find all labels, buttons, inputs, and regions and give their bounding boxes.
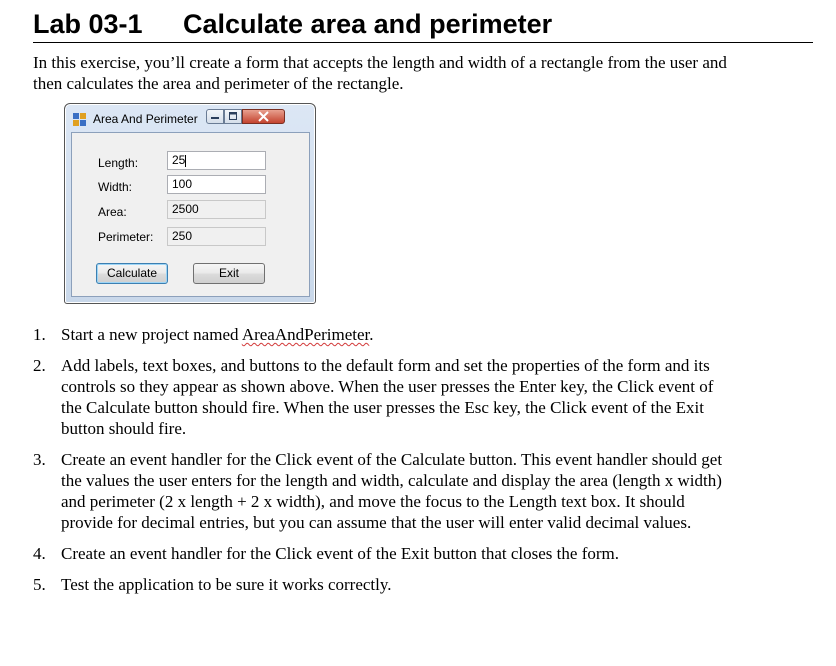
- length-input[interactable]: [167, 151, 266, 170]
- step-number: 5.: [33, 575, 46, 594]
- step-3: [33, 449, 723, 533]
- step-1: [33, 324, 723, 345]
- minimize-button[interactable]: [206, 109, 224, 124]
- step-2: [33, 355, 723, 439]
- form-window: [64, 103, 316, 304]
- step-1-period: .: [369, 325, 374, 344]
- close-button[interactable]: [242, 109, 285, 124]
- length-label: Length:: [98, 156, 139, 170]
- step-number: 3.: [33, 450, 46, 469]
- form-client-area: [71, 132, 310, 297]
- project-name: AreaAndPerimeter: [241, 325, 370, 344]
- step-4: [33, 543, 723, 564]
- step-number: 1.: [33, 325, 46, 344]
- close-icon: [243, 110, 284, 123]
- step-2-text: Add labels, text boxes, and buttons to the default form and set the properties of the form and its controls so they appear as shown above. When the user presses the Enter key, the Click event of the Calculate button should fire. When the user presses the Esc key, the Click event of the Exit button should fire.: [61, 356, 714, 438]
- maximize-button[interactable]: [224, 109, 242, 124]
- text-caret: [185, 155, 186, 167]
- step-5: [33, 574, 723, 595]
- minimize-icon: [207, 110, 223, 123]
- step-list: [33, 324, 723, 605]
- form-app-icon: [73, 113, 86, 126]
- step-number: 2.: [33, 356, 46, 375]
- exit-button[interactable]: Exit: [193, 263, 265, 284]
- width-input[interactable]: 100: [167, 175, 266, 194]
- step-3-text: Create an event handler for the Click event of the Calculate button. This event handler should get the values the user enters for the length and width, calculate and display the area (length x width) and perimeter (2 x length + 2 x width), and move the focus to the Length text box. It should provide for decimal entries, but you can assume that the user will enter valid decimal values.: [61, 450, 723, 532]
- intro-paragraph: In this exercise, you’ll create a form that accepts the length and width of a rectangle from the user and then calculates the area and perimeter of the rectangle.: [33, 53, 727, 93]
- page-heading: [33, 6, 813, 43]
- length-value: 25: [172, 153, 186, 167]
- lab-number: Lab 03-1: [33, 9, 143, 39]
- step-number: 4.: [33, 544, 46, 563]
- area-label: Area:: [98, 205, 127, 219]
- width-label: Width:: [98, 180, 133, 194]
- window-title: Area And Perimeter: [93, 112, 198, 126]
- lab-title: Calculate area and perimeter: [183, 9, 553, 39]
- step-1-text: Start a new project named: [61, 325, 242, 344]
- perimeter-output: 250: [167, 227, 266, 246]
- maximize-icon: [225, 110, 241, 123]
- area-output: 2500: [167, 200, 266, 219]
- step-4-text: Create an event handler for the Click event of the Exit button that closes the form.: [61, 544, 619, 563]
- calculate-button[interactable]: Calculate: [96, 263, 168, 284]
- perimeter-label: Perimeter:: [98, 230, 154, 244]
- step-5-text: Test the application to be sure it works correctly.: [61, 575, 392, 594]
